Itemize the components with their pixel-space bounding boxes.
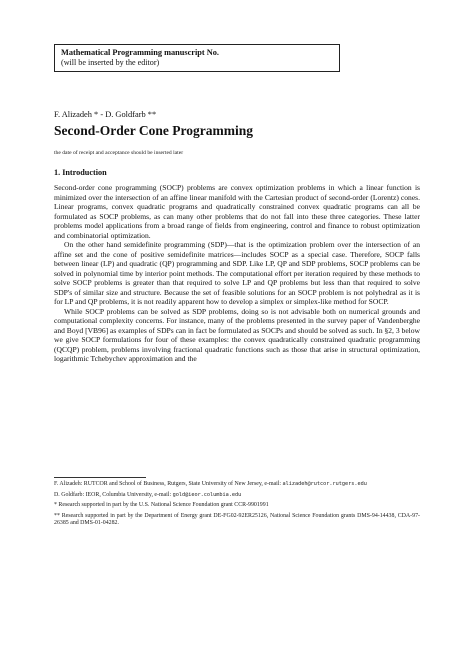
paper-title: Second-Order Cone Programming: [54, 123, 253, 138]
manuscript-box: [54, 44, 340, 72]
footnote-affiliation-1: [54, 481, 420, 488]
body-text: [54, 183, 420, 364]
section-heading: 1. Introduction: [54, 168, 107, 177]
footnote-affiliation-2-text: D. Goldfarb: IEOR, Columbia University, e-mail:: [54, 491, 172, 498]
email-link-goldfarb[interactable]: gold@ieor.columbia.edu: [172, 491, 242, 498]
footnotes: [54, 481, 420, 531]
author-line: F. Alizadeh * - D. Goldfarb **: [54, 110, 157, 119]
paragraph-2: On the other hand semidefinite programming (SDP)—that is the optimization problem over the intersection of an affine set and the cone of positive semidefinite matrices—includes SOCP as a special case. Therefore, SOCP falls between linear (LP) and quadratic (QP) programming and SDP. Like LP, QP and SDP problems, SOCP problems can be solved in polynomial time by interior point methods. The computational effort per iteration required by these methods to solve SOCP problems is greater than that required to solve LP and QP problems but less than that required to solve SDP's of similar size and structure. Because the set of feasible solutions for an SOCP problem is not polyhedral as it is for LP and QP problems, it is not readily apparent how to develop a simplex or simplex-like method for SOCP.: [54, 240, 420, 306]
footnote-support-1: * Research supported in part by the U.S. National Science Foundation grant CCR-9901991: [54, 502, 269, 509]
paragraph-3: While SOCP problems can be solved as SDP problems, doing so is not advisable both on numerical grounds and computational complexity concerns. For instance, many of the problems presented in the survey paper of Vandenberghe and Boyd [VB96] as examples of SDPs can in fact be formulated as SOCPs and should be solved as such. In §2, 3 below we give SOCP formulations for four of these examples: the convex quadratically constrained quadratic programming (QCQP) problem, problems involving fractional quadratic functions such as those that arise in structural optimization, logarithmic Tchebychev approximation and the: [54, 306, 420, 363]
manuscript-box-subtitle: (will be inserted by the editor): [61, 58, 160, 67]
email-link-alizadeh[interactable]: alizadeh@rutcor.rutgers.edu: [282, 481, 367, 487]
manuscript-box-title: Mathematical Programming manuscript No.: [61, 48, 219, 57]
paragraph-1: Second-order cone programming (SOCP) problems are convex optimization problems in which a linear function is minimized over the intersection of an affine linear manifold with the Cartesian product of second-order (Lorentz) cones. Linear programs, convex quadratic programs and quadratically constrained convex quadratic programs can all be formulated as SOCP problems, as can many other problems that do not fall into these three categories. These latter problems model applications from a broad range of fields from engineering, control and finance to robust optimization and combinatorial optimization.: [54, 183, 420, 240]
footnote-rule: [54, 477, 146, 478]
date-note: the date of receipt and acceptance should be inserted later: [54, 150, 184, 156]
footnote-support-2: ** Research supported in part by the Department of Energy grant DE-FG02-92ER25126, National Science Foundation grants DMS-94-14438, CDA-97-26385 and DMS-01-04282.: [54, 513, 420, 527]
footnote-affiliation-2: [54, 492, 420, 499]
footnote-affiliation-1-text: F. Alizadeh: RUTCOR and School of Business, Rutgers, State University of New Jersey, e-mail:: [54, 481, 282, 487]
